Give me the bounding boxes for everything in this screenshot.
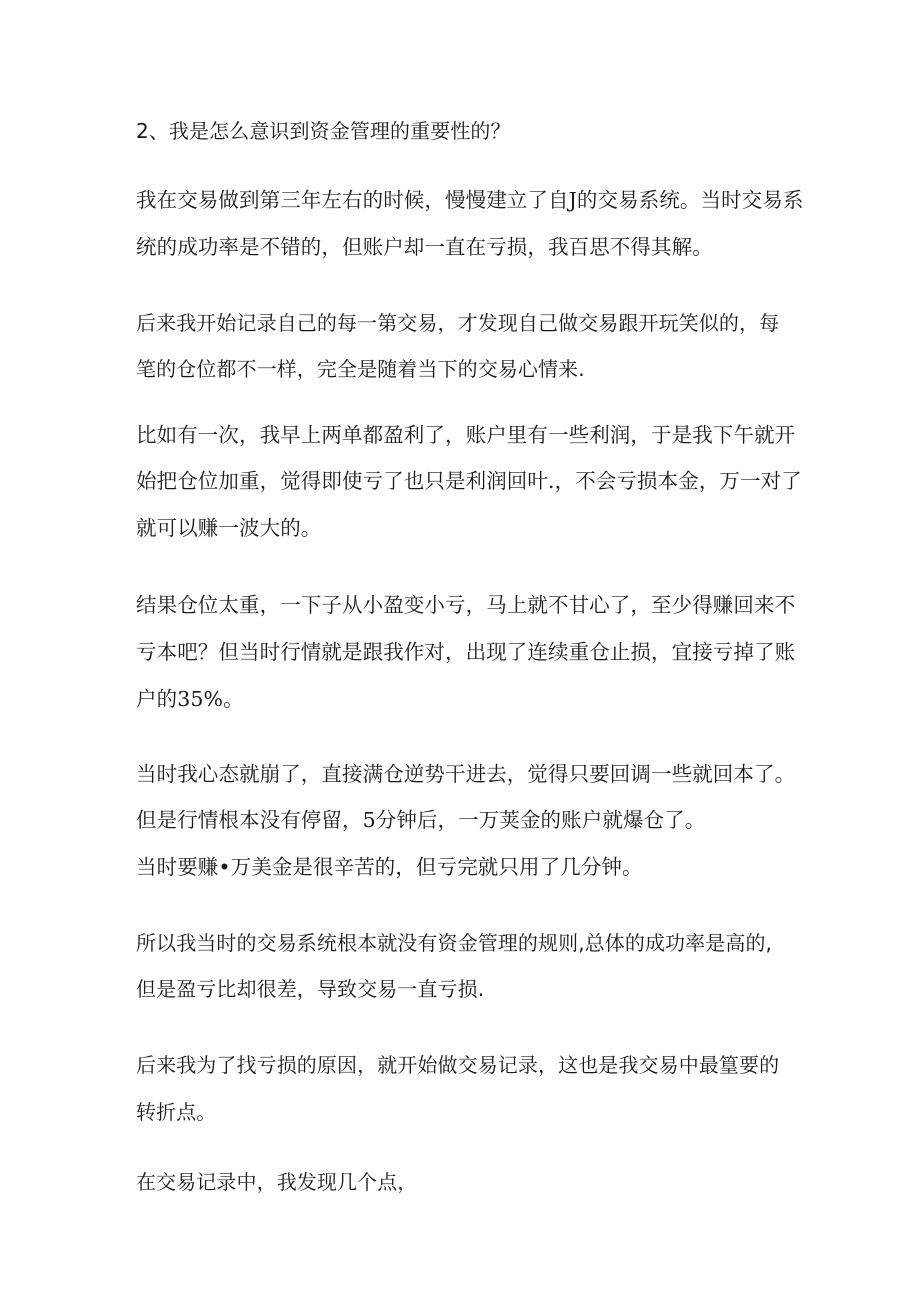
paragraph-3-line-3: 就可以赚一波大的。 <box>136 516 322 540</box>
paragraph-5-line-3: 当时要赚•万美金是很辛苦的，但亏完就只用了几分钟。 <box>136 855 643 879</box>
paragraph-4-line-2: 亏本吧？但当时行情就是跟我作对，出现了连续重仓止损，宜接亏掉了账 <box>136 640 796 664</box>
paragraph-1-line-1: 我在交易做到第三年左右的时候，慢慢建立了自J的交易系统。当时交易系 <box>136 188 804 212</box>
paragraph-1-line-2: 统的成功率是不错的，但账户却一直在亏损，我百思不得其解。 <box>136 235 713 259</box>
paragraph-2-line-2: 笔的仓位都不一样，完全是随着当下的交易心情来. <box>136 357 585 381</box>
paragraph-8-line-1: 在交易记录中，我发现几个点， <box>136 1170 418 1194</box>
paragraph-3-line-1: 比如有一次，我早上两单都盈利了，账户里有一些利润，于是我下午就开 <box>136 423 796 447</box>
paragraph-5-line-1: 当时我心态就崩了，直接满仓逆势干进去，觉得只要回调一些就回本了。 <box>136 762 796 786</box>
paragraph-4-line-3: 户的35%。 <box>136 687 244 711</box>
paragraph-6-line-1: 所以我当时的交易系统根本就没有资金管理的规则,总体的成功率是高的, <box>136 931 773 955</box>
paragraph-7-line-2: 转折点。 <box>136 1100 217 1124</box>
section-heading: 2、我是怎么意识到资金管理的重要性的？ <box>136 119 511 143</box>
paragraph-3-line-2: 始把仓位加重，觉得即使亏了也只是利润回叶.，不会亏损本金，万一对了 <box>136 469 802 493</box>
paragraph-5-line-2: 但是行情根本没有停留，5分钟后，一万荚金的账户就爆仓了。 <box>136 808 706 832</box>
paragraph-4-line-1: 结果仓位太重，一下子从小盈变小亏，马上就不甘心了，至少得赚回来不 <box>136 593 796 617</box>
paragraph-6-line-2: 但是盈亏比却很差，导致交易一直亏损. <box>136 977 485 1001</box>
paragraph-7-line-1: 后来我为了找亏损的原因，就开始做交易记录，这也是我交易中最篁要的 <box>136 1053 780 1077</box>
paragraph-2-line-1: 后来我开始记录自己的每一第交易，才发现自己做交易跟开玩笑似的，每 <box>136 311 780 335</box>
